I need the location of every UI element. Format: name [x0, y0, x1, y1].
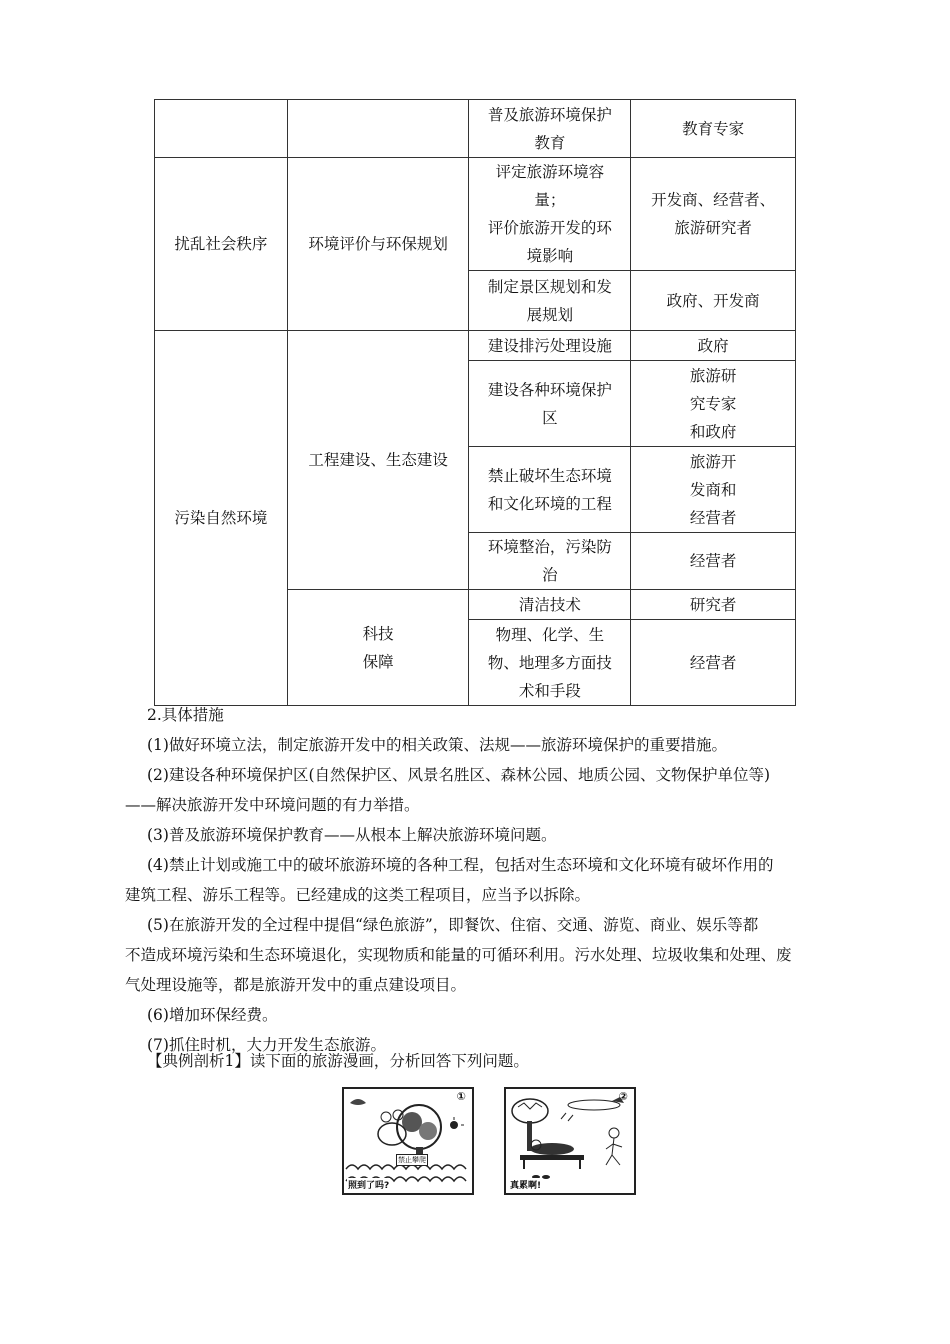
table-cell: 扰乱社会秩序 [155, 158, 288, 331]
table-cell: 环境评价与环保规划 [287, 158, 469, 331]
table-cell: 旅游开 发商和 经营者 [631, 447, 796, 533]
table-cell: 建设各种环境保护 区 [469, 361, 631, 447]
measure-item: (5)在旅游开发的全过程中提倡“绿色旅游”，即餐饮、住宿、交通、游览、商业、娱乐等都 [147, 916, 759, 934]
table-cell: 工程建设、生态建设 [287, 331, 469, 590]
table-row [155, 331, 796, 361]
table-cell: 政府、开发商 [631, 271, 796, 331]
measure-item-continuation: 不造成环境污染和生态环境退化，实现物质和能量的可循环利用。污水处理、垃圾收集和处理、废 [125, 946, 792, 964]
table-cell: 评定旅游环境容 量； 评价旅游开发的环 境影响 [469, 158, 631, 271]
measure-item: (7)抓住时机，大力开发生态旅游。 [147, 1036, 386, 1054]
table-cell [287, 100, 469, 158]
measure-item: (4)禁止计划或施工中的破坏旅游环境的各种工程，包括对生态环境和文化环境有破坏作用的 [147, 856, 774, 874]
table-cell: 政府 [631, 331, 796, 361]
table-cell: 制定景区规划和发 展规划 [469, 271, 631, 331]
example-label [125, 1046, 845, 1076]
measure-item-continuation: ——解决旅游开发中环境问题的有力举措。 [125, 796, 420, 814]
measures-section [125, 700, 845, 1060]
measure-item: (2)建设各种环境保护区(自然保护区、风景名胜区、森林公园、地质公园、文物保护单位等) [147, 766, 771, 784]
measures-table [154, 99, 796, 706]
measure-item-continuation: 建筑工程、游乐工程等。已经建成的这类工程项目，应当予以拆除。 [125, 886, 591, 904]
table-cell: 经营者 [631, 533, 796, 590]
table-cell: 科技 保障 [287, 590, 469, 706]
table-cell: 研究者 [631, 590, 796, 620]
panel-caption: 照到了吗? [347, 1178, 390, 1191]
table-row [155, 158, 796, 271]
table-cell: 清洁技术 [469, 590, 631, 620]
no-climbing-sign: 禁止攀爬 [398, 1156, 426, 1164]
table-cell: 环境整治，污染防 治 [469, 533, 631, 590]
panel-number: ① [456, 1090, 466, 1103]
table-cell: 教育专家 [631, 100, 796, 158]
table-cell: 普及旅游环境保护 教育 [469, 100, 631, 158]
measure-item-continuation: 气处理设施等，都是旅游开发中的重点建设项目。 [125, 976, 467, 994]
table-cell: 开发商、经营者、 旅游研究者 [631, 158, 796, 271]
section-heading: 2.具体措施 [147, 706, 224, 724]
table-cell: 旅游研 究专家 和政府 [631, 361, 796, 447]
table-cell: 物理、化学、生 物、地理多方面技 术和手段 [469, 620, 631, 706]
measure-item: (3)普及旅游环境保护教育——从根本上解决旅游环境问题。 [147, 826, 557, 844]
measure-item: (1)做好环境立法，制定旅游开发中的相关政策、法规——旅游环境保护的重要措施。 [147, 736, 727, 754]
panel-caption: 真累啊! [509, 1178, 542, 1191]
table-cell: 污染自然环境 [155, 331, 288, 706]
table-cell: 建设排污处理设施 [469, 331, 631, 361]
panel-number: ② [618, 1090, 628, 1103]
table-cell: 禁止破坏生态环境 和文化环境的工程 [469, 447, 631, 533]
measure-item: (6)增加环保经费。 [147, 1006, 278, 1024]
comic-panel-1 [342, 1087, 474, 1195]
table-row [155, 100, 796, 158]
comic-panel-2 [504, 1087, 636, 1195]
example-label-text: 【典例剖析1】读下面的旅游漫画，分析回答下列问题。 [147, 1052, 529, 1070]
table-cell [155, 100, 288, 158]
table-cell: 经营者 [631, 620, 796, 706]
